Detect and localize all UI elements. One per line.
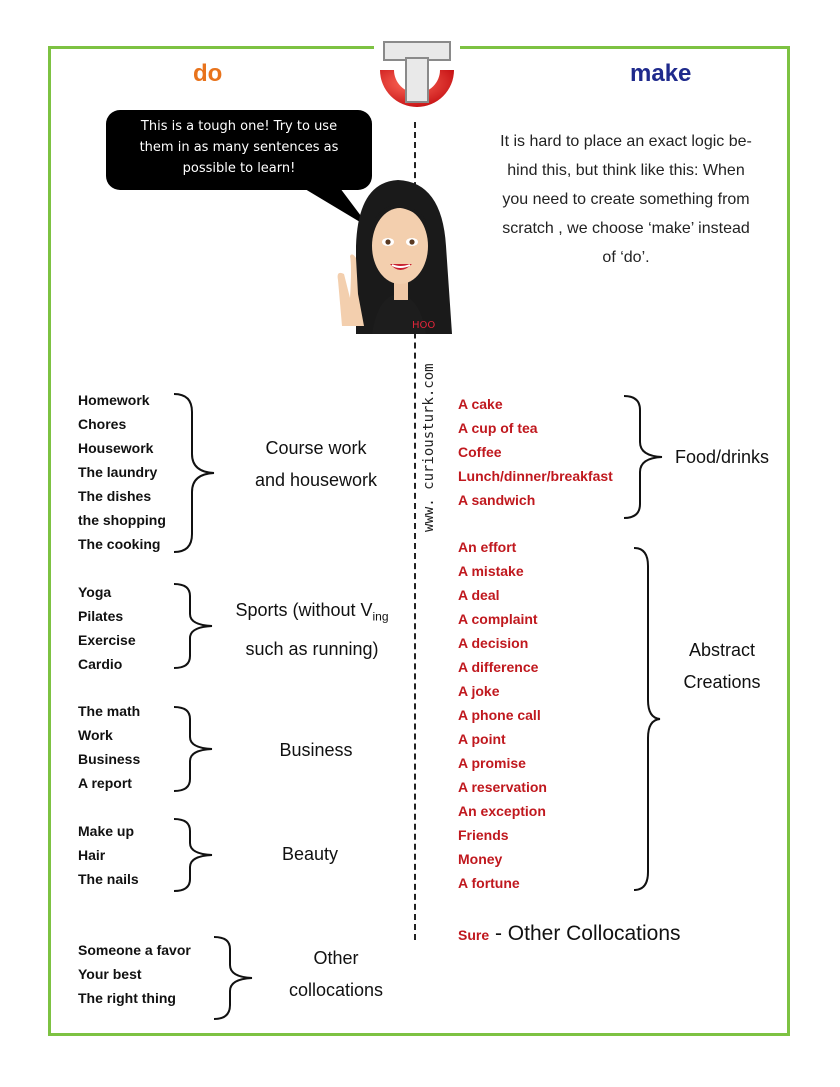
list-item: A report bbox=[78, 775, 132, 791]
do-group-business bbox=[78, 699, 140, 795]
label-line: and housework bbox=[254, 470, 378, 490]
make-heading: make bbox=[630, 60, 692, 87]
list-item: The cooking bbox=[78, 536, 161, 552]
do-group-sports bbox=[78, 580, 136, 676]
do-heading: do bbox=[193, 60, 223, 87]
list-item: A reservation bbox=[458, 779, 547, 795]
bubble-line: This is a tough one! Try to use bbox=[140, 119, 338, 134]
curiousturk-logo bbox=[374, 40, 460, 124]
list-item: A difference bbox=[458, 659, 539, 675]
list-item: A point bbox=[458, 731, 506, 747]
make-other-collocations bbox=[458, 922, 681, 946]
list-item: The dishes bbox=[78, 488, 152, 504]
label-line: Creations bbox=[683, 672, 761, 692]
make-group-abstract bbox=[458, 535, 547, 895]
intro-text bbox=[476, 127, 776, 272]
make-group-food bbox=[458, 392, 613, 512]
list-item: An effort bbox=[458, 539, 517, 555]
list-item: Coffee bbox=[458, 444, 502, 460]
list-item: Friends bbox=[458, 827, 509, 843]
list-item: Lunch/dinner/breakfast bbox=[458, 468, 613, 484]
brace-icon bbox=[622, 394, 666, 522]
list-item: Homework bbox=[78, 392, 150, 408]
list-item: Cardio bbox=[78, 656, 123, 672]
list-item: The nails bbox=[78, 871, 139, 887]
label-line: Business bbox=[279, 740, 353, 760]
do-label-housework bbox=[236, 432, 396, 496]
do-group-other bbox=[78, 938, 191, 1010]
bubble-line: possible to learn! bbox=[182, 161, 296, 176]
list-item: Someone a favor bbox=[78, 942, 191, 958]
brace-icon bbox=[172, 582, 218, 670]
label-line: Beauty bbox=[281, 844, 339, 864]
do-label-other bbox=[266, 942, 406, 1006]
list-item: Housework bbox=[78, 440, 154, 456]
list-item: Your best bbox=[78, 966, 142, 982]
bubble-line: them in as many sentences as bbox=[139, 140, 339, 155]
list-item: A cake bbox=[458, 396, 503, 412]
list-item: the shopping bbox=[78, 512, 166, 528]
intro-line: you need to create something from bbox=[502, 191, 750, 208]
do-group-beauty bbox=[78, 819, 139, 891]
list-item: Hair bbox=[78, 847, 106, 863]
list-item: A phone call bbox=[458, 707, 541, 723]
brace-icon bbox=[212, 935, 258, 1021]
list-item: Money bbox=[458, 851, 503, 867]
label-line: Abstract bbox=[688, 640, 756, 660]
list-item: A deal bbox=[458, 587, 500, 603]
list-item: Business bbox=[78, 751, 141, 767]
list-item: Pilates bbox=[78, 608, 124, 624]
list-item: A promise bbox=[458, 755, 526, 771]
do-label-beauty bbox=[260, 838, 360, 870]
brace-icon bbox=[632, 546, 662, 894]
list-item: Make up bbox=[78, 823, 135, 839]
list-item: A cup of tea bbox=[458, 420, 538, 436]
list-item: A sandwich bbox=[458, 492, 536, 508]
make-other-item: Sure bbox=[458, 927, 490, 943]
list-item: Yoga bbox=[78, 584, 112, 600]
list-item: The math bbox=[78, 703, 141, 719]
do-label-sports bbox=[222, 594, 402, 665]
svg-text:HOO: HOO bbox=[412, 320, 436, 331]
list-item: Chores bbox=[78, 416, 127, 432]
label-line: collocations bbox=[288, 980, 384, 1000]
intro-line: It is hard to place an exact logic be- bbox=[500, 133, 752, 150]
label-line: Other bbox=[313, 948, 359, 968]
do-group-housework bbox=[78, 388, 166, 556]
list-item: A mistake bbox=[458, 563, 524, 579]
list-item: Work bbox=[78, 727, 113, 743]
list-item: Exercise bbox=[78, 632, 136, 648]
make-other-label: - Other Collocations bbox=[489, 922, 681, 945]
list-item: An exception bbox=[458, 803, 546, 819]
label-line: Course work bbox=[265, 438, 367, 458]
list-item: A complaint bbox=[458, 611, 538, 627]
label-line: Food/drinks bbox=[674, 447, 770, 467]
intro-line: scratch , we choose ‘make’ instead bbox=[502, 220, 750, 237]
make-label-abstract bbox=[662, 634, 782, 698]
intro-line: of ‘do’. bbox=[602, 249, 650, 266]
do-label-business bbox=[256, 734, 376, 766]
list-item: The laundry bbox=[78, 464, 158, 480]
label-line: such as running) bbox=[245, 638, 379, 659]
list-item: A joke bbox=[458, 683, 500, 699]
brace-icon bbox=[172, 705, 218, 793]
website-watermark: www. curiousturk.com bbox=[421, 363, 437, 532]
list-item: The right thing bbox=[78, 990, 176, 1006]
label-text: Sports (without V bbox=[235, 600, 373, 620]
teacher-avatar bbox=[328, 176, 458, 334]
label-subscript: ing bbox=[372, 609, 389, 624]
intro-line: hind this, but think like this: When bbox=[507, 162, 745, 179]
list-item: A decision bbox=[458, 635, 529, 651]
brace-icon bbox=[172, 817, 218, 893]
list-item: A fortune bbox=[458, 875, 520, 891]
brace-icon bbox=[172, 392, 222, 554]
label-line bbox=[222, 594, 402, 633]
make-label-food bbox=[662, 441, 782, 473]
